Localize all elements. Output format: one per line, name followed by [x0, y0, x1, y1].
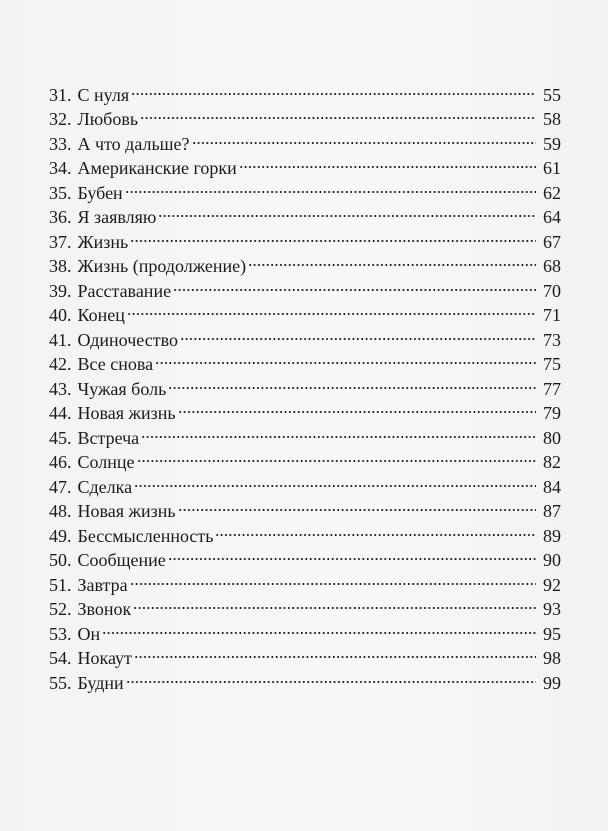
toc-entry-title: С нуля — [77, 84, 130, 105]
toc-entry-number: 43. — [49, 378, 72, 399]
dot-leader — [239, 150, 536, 175]
dot-leader — [127, 297, 536, 322]
toc-entry-title: Бубен — [77, 182, 123, 203]
toc-entry-number: 44. — [49, 403, 72, 423]
dot-leader — [137, 444, 536, 469]
toc-entry-number: 40. — [49, 305, 72, 325]
toc-entry-page-number: 71 — [543, 305, 561, 325]
dot-leader — [134, 468, 536, 493]
toc-entry-number: 39. — [49, 280, 72, 301]
toc-entry-title: Встреча — [77, 427, 140, 448]
toc-entry-page-number: 75 — [543, 354, 561, 374]
dot-leader — [130, 566, 536, 591]
toc-entry-page-number: 61 — [543, 158, 561, 178]
toc-entry-number: 42. — [49, 354, 72, 374]
toc-entry-number: 46. — [49, 452, 72, 472]
dot-leader — [131, 76, 536, 101]
toc-entry-page-number: 89 — [543, 525, 561, 546]
toc-entry-title: Он — [77, 623, 101, 644]
dot-leader — [168, 370, 536, 395]
dot-leader — [125, 174, 536, 199]
toc-entry-title: Одиночество — [77, 329, 178, 350]
toc-entry-page-number: 59 — [543, 133, 561, 154]
dot-leader — [141, 419, 536, 444]
dot-leader — [133, 591, 536, 616]
toc-entry-page-number: 55 — [543, 84, 561, 105]
toc-entry-page-number: 70 — [543, 280, 561, 301]
toc-entry-number: 49. — [49, 525, 72, 546]
toc-entry-title: Жизнь — [77, 231, 129, 252]
toc-entry-number: 55. — [49, 672, 72, 693]
toc-entry-number: 51. — [49, 574, 72, 595]
toc-entry-number: 41. — [49, 329, 72, 350]
toc-entry-page-number: 99 — [543, 672, 561, 693]
toc-entry-title: Я заявляю — [77, 207, 157, 227]
dot-leader — [130, 223, 536, 248]
toc-entry-page-number: 67 — [543, 231, 561, 252]
toc-entry-page-number: 82 — [543, 452, 561, 472]
toc-entry-title: Новая жизнь — [77, 403, 176, 423]
toc-entry-number: 32. — [49, 109, 72, 129]
toc-entry-title: Сделка — [77, 476, 133, 497]
toc-entry-number: 33. — [49, 133, 72, 154]
toc-entry-number: 50. — [49, 550, 72, 570]
toc-entry-page-number: 62 — [543, 182, 561, 203]
toc-entry — [49, 321, 561, 350]
toc-entry-page-number: 98 — [543, 648, 561, 668]
toc-entry-page-number: 58 — [543, 109, 561, 129]
toc-entry — [49, 664, 561, 693]
dot-leader — [215, 517, 536, 542]
toc-entry-number: 45. — [49, 427, 72, 448]
toc-entry-title: Новая жизнь — [77, 501, 176, 521]
toc-entry-page-number: 73 — [543, 329, 561, 350]
toc-entry-number: 31. — [49, 84, 72, 105]
toc-entry-title: Сообщение — [77, 550, 166, 570]
dot-leader — [192, 125, 536, 150]
toc-entry-number: 36. — [49, 207, 72, 227]
dot-leader — [155, 346, 536, 371]
toc-entry-title: Чужая боль — [77, 378, 167, 399]
toc-entry-title: Расставание — [77, 280, 172, 301]
toc-entry — [49, 199, 561, 227]
toc-entry-number: 48. — [49, 501, 72, 521]
toc-entry — [49, 76, 561, 105]
toc-entry-title: Будни — [77, 672, 124, 693]
dot-leader — [178, 395, 536, 420]
dot-leader — [180, 321, 536, 346]
toc-entry — [49, 640, 561, 668]
toc-entry-title: А что дальше? — [77, 133, 190, 154]
dot-leader — [178, 493, 536, 518]
dot-leader — [173, 272, 536, 297]
toc-entry-page-number: 64 — [543, 207, 561, 227]
toc-entry-title: Американские горки — [77, 158, 237, 178]
table-of-contents — [49, 76, 561, 693]
toc-entry-title: Звонок — [77, 599, 132, 619]
toc-entry-title: Все снова — [77, 354, 154, 374]
toc-entry-number: 47. — [49, 476, 72, 497]
toc-entry-number: 52. — [49, 599, 72, 619]
toc-entry-number: 53. — [49, 623, 72, 644]
toc-entry-title: Жизнь (продолжение) — [77, 256, 247, 276]
toc-entry-number: 37. — [49, 231, 72, 252]
dot-leader — [102, 615, 536, 640]
toc-entry-title: Бессмысленность — [77, 525, 214, 546]
dot-leader — [248, 248, 536, 273]
toc-entry-page-number: 77 — [543, 378, 561, 399]
toc-entry-number: 34. — [49, 158, 72, 178]
toc-entry-title: Любовь — [77, 109, 139, 129]
toc-entry — [49, 615, 561, 644]
toc-entry-title: Солнце — [77, 452, 135, 472]
toc-entry-page-number: 93 — [543, 599, 561, 619]
dot-leader — [140, 101, 536, 126]
toc-entry-page-number: 95 — [543, 623, 561, 644]
toc-entry-title: Конец — [77, 305, 125, 325]
toc-entry-page-number: 92 — [543, 574, 561, 595]
toc-entry-page-number: 68 — [543, 256, 561, 276]
toc-entry-number: 38. — [49, 256, 72, 276]
toc-entry-page-number: 84 — [543, 476, 561, 497]
dot-leader — [158, 199, 536, 224]
toc-entry-page-number: 79 — [543, 403, 561, 423]
toc-entry-number: 54. — [49, 648, 72, 668]
toc-entry-page-number: 87 — [543, 501, 561, 521]
toc-entry-page-number: 80 — [543, 427, 561, 448]
toc-entry-title: Завтра — [77, 574, 128, 595]
dot-leader — [134, 640, 536, 665]
toc-entry-number: 35. — [49, 182, 72, 203]
toc-entry-page-number: 90 — [543, 550, 561, 570]
dot-leader — [126, 664, 536, 689]
dot-leader — [168, 542, 536, 567]
toc-entry-title: Нокаут — [77, 648, 132, 668]
toc-entry — [49, 174, 561, 203]
